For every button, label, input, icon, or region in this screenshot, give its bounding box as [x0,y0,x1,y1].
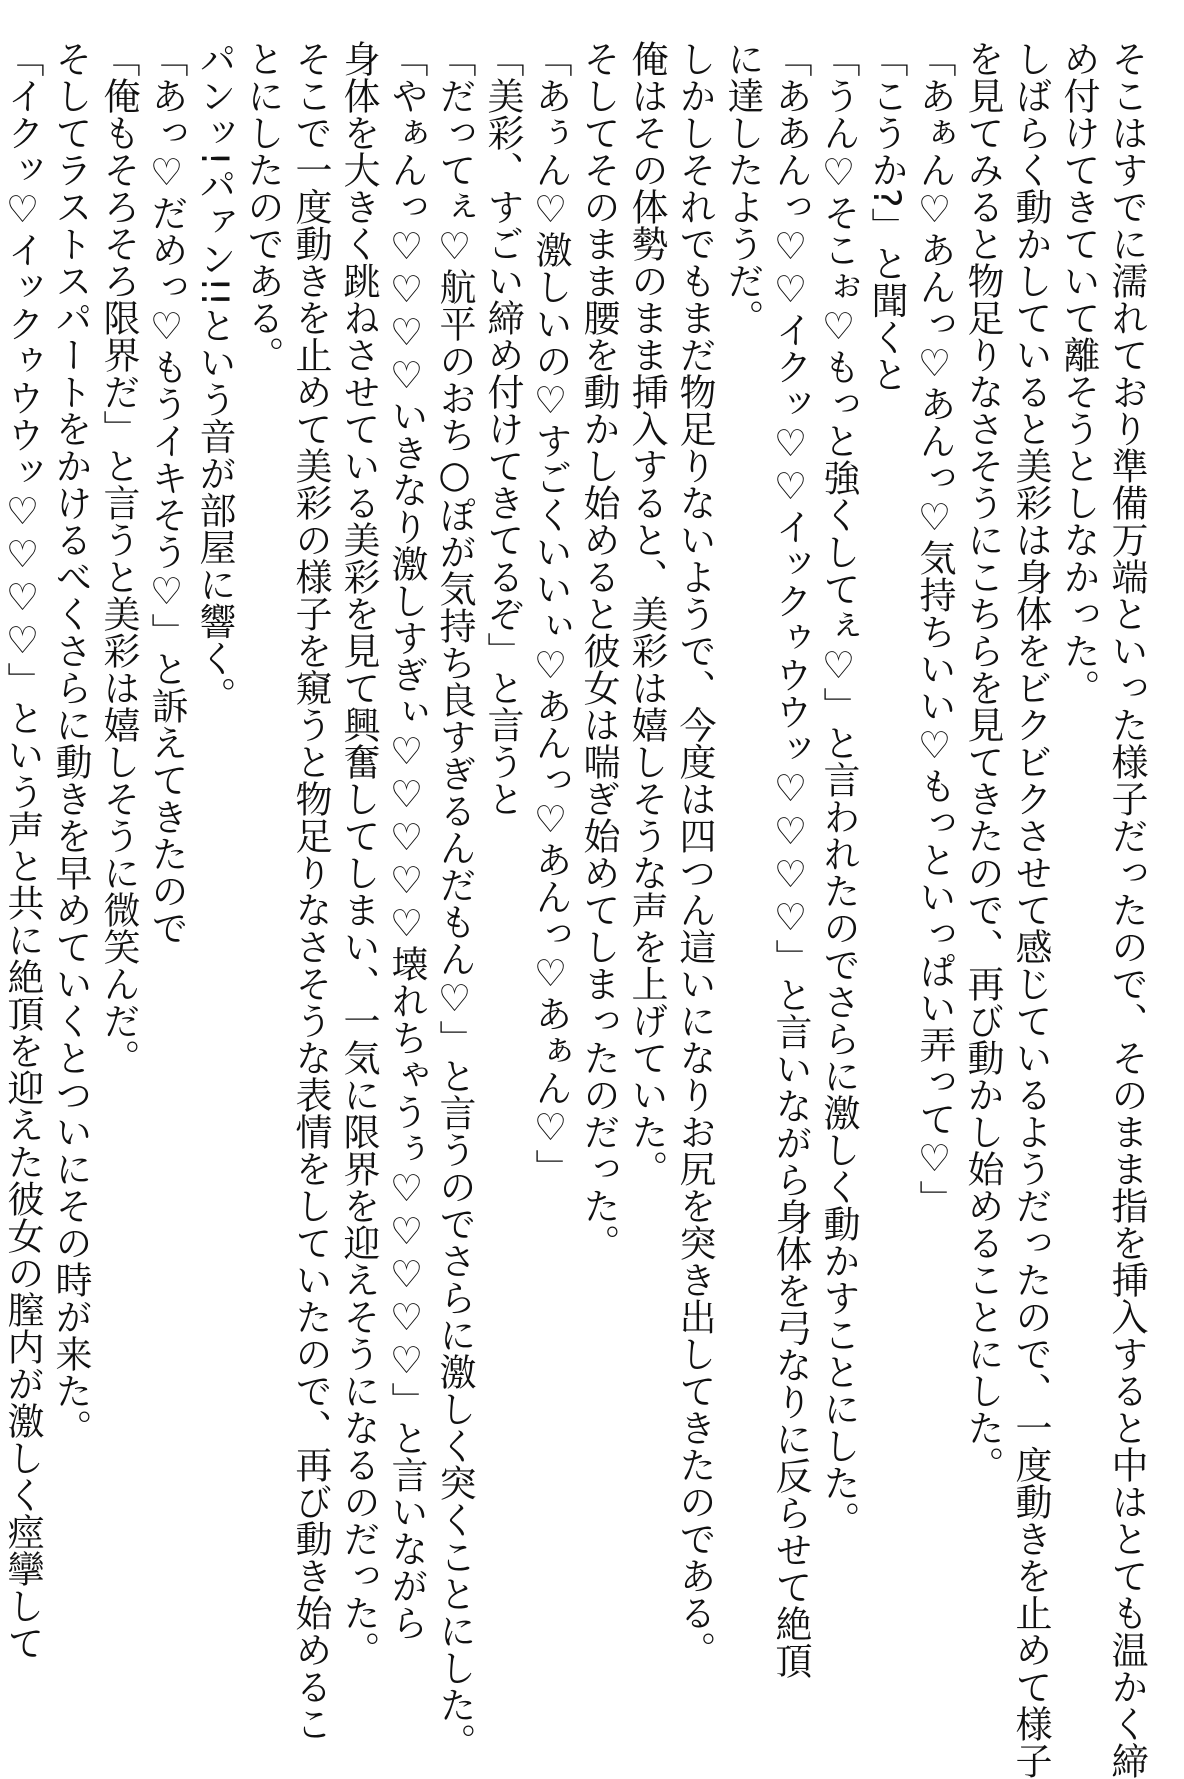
text-line: 「やぁんっ♡♡♡♡いきなり激しすぎぃ♡♡♡♡♡壊れちゃうぅ♡♡♡♡♡」と言いながら [385,40,428,1641]
text-line: パンッ!パァン!!という音が部屋に響く。 [193,40,236,714]
text-line: 「美彩、すごい締め付けてきてるぞ」と言うと [481,40,524,817]
text-line: 「だってぇ♡航平のおち○ぽが気持ち良すぎるんだもん♡」と言うのでさらに激しく突くことにした。 [433,40,476,1760]
text-line: 「あぅん♡激しいの♡すごくいいぃ♡あんっ♡あんっ♡あぁん♡」 [529,40,572,1186]
text-line: 「こうか?」と聞くと [865,40,908,393]
text-line: そしてラストスパートをかけるべくさらに動きを早めていくとついにその時が来た。 [49,40,92,1446]
text-line: 「あっ♡だめっ♡もうイキそう♡」と訴えてきたので [145,40,188,946]
text-line: を見てみると物足りなさそうにこちらを見てきたので、再び動かし始めることにした。 [961,40,1004,1483]
text-line: とにしたのである。 [241,40,284,373]
text-line: 俺はその体勢のまま挿入すると、美彩は嬉しそうな声を上げていた。 [625,40,668,1187]
text-line: 「俺もそろそろ限界だ」と言うと美彩は嬉しそうに微笑んだ。 [97,40,140,1076]
vertical-text-body [1,40,1150,1779]
text-line: そしてそのまま腰を動かし始めると彼女は喘ぎ始めてしまったのだった。 [577,40,620,1261]
text-line: に達したようだ。 [721,40,764,336]
text-line: 身体を大きく跳ねさせている美彩を見て興奮してしまい、一気に限界を迎えそうになるのだった。 [337,40,380,1668]
text-line: 「あぁん♡あんっ♡あんっ♡気持ちいい♡もっといっぱい弄って♡」 [913,40,956,1217]
text-line: しばらく動かしていると美彩は身体をビクビクさせて感じているようだったので、一度動きを止めて様子 [1009,40,1052,1779]
text-line: 「うん♡そこぉ♡もっと強くしてぇ♡」と言われたのでさらに激しく動かすことにした。 [817,40,860,1538]
text-line: そこはすでに濡れており準備万端といった様子だったので、そのまま指を挿入すると中はとても温かく締 [1105,40,1148,1779]
text-line: そこで一度動きを止めて美彩の様子を窺うと物足りなさそうな表情をしていたので、再び動き始めるこ [289,40,332,1742]
text-line: 「ああんっ♡♡イクッ♡♡イックゥウウッ♡♡♡♡」と言いながら身体を弓なりに反らせて絶頂 [769,40,812,1679]
text-line: しかしそれでもまだ物足りないようで、今度は四つん這いになりお尻を突き出してきたのである。 [673,40,716,1668]
text-line: 「イクッ♡イックゥウウッ♡♡♡♡」という声と共に絶頂を迎えた彼女の膣内が激しく痙攣して [1,40,44,1661]
text-line: め付けてきていて離そうとしなかった。 [1057,40,1100,706]
